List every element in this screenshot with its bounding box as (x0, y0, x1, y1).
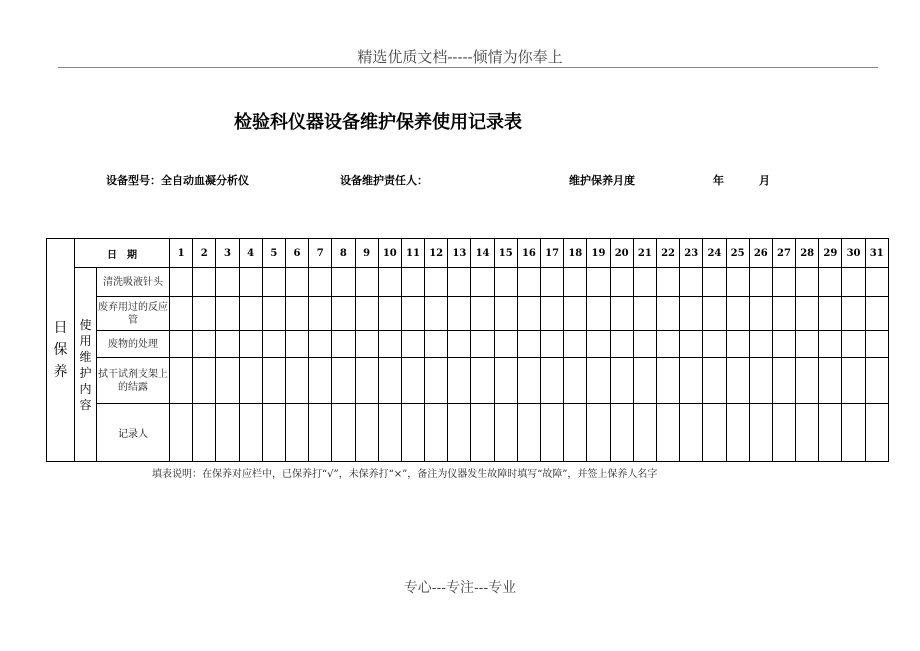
entry-cell[interactable] (610, 331, 633, 358)
entry-cell[interactable] (656, 331, 679, 358)
usage-maintenance-cell (75, 268, 97, 462)
entry-cell[interactable] (541, 404, 564, 462)
responsible-person-label: 设备维护责任人： (340, 174, 428, 187)
entry-cell[interactable] (610, 268, 633, 297)
entry-cell[interactable] (332, 404, 355, 462)
maintenance-log-table (46, 238, 889, 462)
day-header-30: 30 (842, 239, 865, 268)
entry-cell[interactable] (494, 358, 517, 404)
entry-cell[interactable] (193, 331, 216, 358)
maintenance-month-label: 维护保养月度 (569, 174, 635, 187)
day-header-23: 23 (680, 239, 703, 268)
entry-cell[interactable] (703, 297, 726, 331)
entry-cell[interactable] (378, 331, 401, 358)
entry-cell[interactable] (355, 297, 378, 331)
entry-cell[interactable] (355, 404, 378, 462)
entry-cell[interactable] (239, 404, 262, 462)
entry-cell[interactable] (494, 331, 517, 358)
entry-cell[interactable] (703, 358, 726, 404)
day-header-2: 2 (193, 239, 216, 268)
entry-cell[interactable] (448, 358, 471, 404)
entry-cell[interactable] (703, 331, 726, 358)
entry-cell[interactable] (239, 268, 262, 297)
entry-cell[interactable] (262, 268, 285, 297)
day-header-6: 6 (285, 239, 308, 268)
entry-cell[interactable] (401, 331, 424, 358)
entry-cell[interactable] (216, 358, 239, 404)
entry-cell[interactable] (587, 358, 610, 404)
device-model-label: 设备型号：全自动血凝分析仪 (106, 174, 249, 187)
date-header: 日 期 (75, 239, 170, 268)
entry-cell[interactable] (448, 268, 471, 297)
entry-cell[interactable] (517, 297, 540, 331)
page-header: 精选优质文档-----倾情为你奉上 (357, 48, 563, 66)
entry-cell[interactable] (633, 404, 656, 462)
entry-cell[interactable] (842, 268, 865, 297)
entry-cell[interactable] (285, 297, 308, 331)
entry-cell[interactable] (749, 358, 772, 404)
entry-cell[interactable] (471, 404, 494, 462)
entry-cell[interactable] (425, 268, 448, 297)
entry-cell[interactable] (309, 358, 332, 404)
entry-cell[interactable] (425, 297, 448, 331)
day-header-4: 4 (239, 239, 262, 268)
entry-cell[interactable] (471, 297, 494, 331)
entry-cell[interactable] (285, 358, 308, 404)
entry-cell[interactable] (170, 358, 193, 404)
entry-cell[interactable] (680, 297, 703, 331)
entry-cell[interactable] (309, 268, 332, 297)
entry-cell[interactable] (587, 331, 610, 358)
entry-cell[interactable] (564, 404, 587, 462)
entry-cell[interactable] (262, 331, 285, 358)
entry-cell[interactable] (378, 297, 401, 331)
day-header-10: 10 (378, 239, 401, 268)
entry-cell[interactable] (772, 331, 795, 358)
entry-cell[interactable] (680, 331, 703, 358)
entry-cell[interactable] (448, 404, 471, 462)
year-label: 年 (713, 174, 724, 187)
entry-cell[interactable] (796, 297, 819, 331)
entry-cell[interactable] (564, 331, 587, 358)
entry-cell[interactable] (193, 358, 216, 404)
recorder-label: 记录人 (97, 404, 170, 462)
entry-cell[interactable] (772, 358, 795, 404)
entry-cell[interactable] (842, 404, 865, 462)
day-header-18: 18 (564, 239, 587, 268)
day-header-24: 24 (703, 239, 726, 268)
entry-cell[interactable] (726, 297, 749, 331)
entry-cell[interactable] (865, 404, 888, 462)
entry-cell[interactable] (170, 404, 193, 462)
page-footer: 专心---专注---专业 (403, 580, 517, 596)
entry-cell[interactable] (541, 331, 564, 358)
entry-cell[interactable] (471, 331, 494, 358)
entry-cell[interactable] (656, 404, 679, 462)
entry-cell[interactable] (656, 297, 679, 331)
entry-cell[interactable] (216, 404, 239, 462)
entry-cell[interactable] (633, 331, 656, 358)
entry-cell[interactable] (494, 297, 517, 331)
entry-cell[interactable] (865, 358, 888, 404)
entry-cell[interactable] (796, 358, 819, 404)
entry-cell[interactable] (819, 404, 842, 462)
entry-cell[interactable] (564, 358, 587, 404)
entry-cell[interactable] (355, 358, 378, 404)
entry-cell[interactable] (633, 297, 656, 331)
entry-cell[interactable] (355, 331, 378, 358)
entry-cell[interactable] (819, 331, 842, 358)
daily-maintenance-cell (47, 239, 75, 462)
entry-cell[interactable] (796, 331, 819, 358)
entry-cell[interactable] (726, 268, 749, 297)
entry-cell[interactable] (494, 404, 517, 462)
entry-cell[interactable] (517, 358, 540, 404)
entry-cell[interactable] (865, 268, 888, 297)
entry-cell[interactable] (564, 268, 587, 297)
entry-cell[interactable] (401, 268, 424, 297)
entry-cell[interactable] (749, 268, 772, 297)
entry-cell[interactable] (378, 268, 401, 297)
task-label: 拭干试剂支架上的结露 (97, 358, 170, 404)
entry-cell[interactable] (448, 297, 471, 331)
entry-cell[interactable] (193, 297, 216, 331)
entry-cell[interactable] (285, 268, 308, 297)
entry-cell[interactable] (239, 331, 262, 358)
entry-cell[interactable] (587, 268, 610, 297)
daily-maintenance-label: 日 保 养 (53, 320, 68, 380)
entry-cell[interactable] (170, 297, 193, 331)
entry-cell[interactable] (425, 404, 448, 462)
day-header-21: 21 (633, 239, 656, 268)
entry-cell[interactable] (285, 331, 308, 358)
task-label: 废物的处理 (97, 331, 170, 358)
day-header-15: 15 (494, 239, 517, 268)
entry-cell[interactable] (749, 297, 772, 331)
entry-cell[interactable] (610, 297, 633, 331)
entry-cell[interactable] (772, 404, 795, 462)
entry-cell[interactable] (448, 331, 471, 358)
entry-cell[interactable] (633, 268, 656, 297)
entry-cell[interactable] (471, 358, 494, 404)
day-header-13: 13 (448, 239, 471, 268)
day-header-19: 19 (587, 239, 610, 268)
entry-cell[interactable] (193, 404, 216, 462)
entry-cell[interactable] (332, 297, 355, 331)
entry-cell[interactable] (239, 297, 262, 331)
day-header-17: 17 (541, 239, 564, 268)
day-header-1: 1 (170, 239, 193, 268)
entry-cell[interactable] (796, 404, 819, 462)
entry-cell[interactable] (749, 404, 772, 462)
entry-cell[interactable] (216, 297, 239, 331)
entry-cell[interactable] (842, 297, 865, 331)
entry-cell[interactable] (401, 404, 424, 462)
entry-cell[interactable] (656, 358, 679, 404)
entry-cell[interactable] (842, 358, 865, 404)
entry-cell[interactable] (262, 297, 285, 331)
day-header-20: 20 (610, 239, 633, 268)
entry-cell[interactable] (842, 331, 865, 358)
entry-cell[interactable] (587, 297, 610, 331)
day-header-26: 26 (749, 239, 772, 268)
day-header-29: 29 (819, 239, 842, 268)
form-title: 检验科仪器设备维护保养使用记录表 (234, 112, 522, 133)
entry-cell[interactable] (726, 358, 749, 404)
entry-cell[interactable] (378, 404, 401, 462)
entry-cell[interactable] (865, 331, 888, 358)
entry-cell[interactable] (656, 268, 679, 297)
entry-cell[interactable] (401, 358, 424, 404)
entry-cell[interactable] (726, 331, 749, 358)
entry-cell[interactable] (703, 404, 726, 462)
entry-cell[interactable] (193, 268, 216, 297)
entry-cell[interactable] (796, 268, 819, 297)
entry-cell[interactable] (170, 331, 193, 358)
day-header-31: 31 (865, 239, 888, 268)
entry-cell[interactable] (680, 358, 703, 404)
entry-cell[interactable] (494, 268, 517, 297)
entry-cell[interactable] (680, 404, 703, 462)
entry-cell[interactable] (819, 358, 842, 404)
entry-cell[interactable] (309, 331, 332, 358)
month-label: 月 (759, 174, 770, 187)
entry-cell[interactable] (726, 404, 749, 462)
entry-cell[interactable] (216, 268, 239, 297)
entry-cell[interactable] (703, 268, 726, 297)
day-header-22: 22 (656, 239, 679, 268)
entry-cell[interactable] (587, 404, 610, 462)
entry-cell[interactable] (541, 358, 564, 404)
entry-cell[interactable] (471, 268, 494, 297)
day-header-25: 25 (726, 239, 749, 268)
day-header-9: 9 (355, 239, 378, 268)
fill-instructions: 填表说明：在保养对应栏中，已保养打“√”，未保养打“×”，备注为仪器发生故障时填写“故障”，并签上保养人名字 (152, 469, 658, 480)
day-header-14: 14 (471, 239, 494, 268)
task-label: 废弃用过的反应管 (97, 297, 170, 331)
entry-cell[interactable] (517, 404, 540, 462)
entry-cell[interactable] (541, 268, 564, 297)
entry-cell[interactable] (819, 297, 842, 331)
header-divider (58, 67, 878, 68)
entry-cell[interactable] (633, 358, 656, 404)
entry-cell[interactable] (425, 358, 448, 404)
day-header-11: 11 (401, 239, 424, 268)
entry-cell[interactable] (309, 297, 332, 331)
entry-cell[interactable] (772, 268, 795, 297)
entry-cell[interactable] (517, 268, 540, 297)
entry-cell[interactable] (309, 404, 332, 462)
task-label: 清洗吸液针头 (97, 268, 170, 297)
entry-cell[interactable] (216, 331, 239, 358)
entry-cell[interactable] (332, 358, 355, 404)
day-header-12: 12 (425, 239, 448, 268)
entry-cell[interactable] (819, 268, 842, 297)
entry-cell[interactable] (425, 331, 448, 358)
entry-cell[interactable] (262, 358, 285, 404)
day-header-28: 28 (796, 239, 819, 268)
day-header-3: 3 (216, 239, 239, 268)
entry-cell[interactable] (239, 358, 262, 404)
entry-cell[interactable] (332, 268, 355, 297)
day-header-5: 5 (262, 239, 285, 268)
day-header-7: 7 (309, 239, 332, 268)
entry-cell[interactable] (170, 268, 193, 297)
entry-cell[interactable] (865, 297, 888, 331)
entry-cell[interactable] (262, 404, 285, 462)
entry-cell[interactable] (772, 297, 795, 331)
entry-cell[interactable] (332, 331, 355, 358)
usage-maintenance-label: 使 用 维 护 内 容 (79, 317, 92, 412)
entry-cell[interactable] (517, 331, 540, 358)
entry-cell[interactable] (749, 331, 772, 358)
day-header-16: 16 (517, 239, 540, 268)
entry-cell[interactable] (378, 358, 401, 404)
day-header-27: 27 (772, 239, 795, 268)
entry-cell[interactable] (541, 297, 564, 331)
entry-cell[interactable] (401, 297, 424, 331)
entry-cell[interactable] (610, 404, 633, 462)
entry-cell[interactable] (355, 268, 378, 297)
entry-cell[interactable] (610, 358, 633, 404)
entry-cell[interactable] (285, 404, 308, 462)
entry-cell[interactable] (680, 268, 703, 297)
day-header-8: 8 (332, 239, 355, 268)
entry-cell[interactable] (564, 297, 587, 331)
